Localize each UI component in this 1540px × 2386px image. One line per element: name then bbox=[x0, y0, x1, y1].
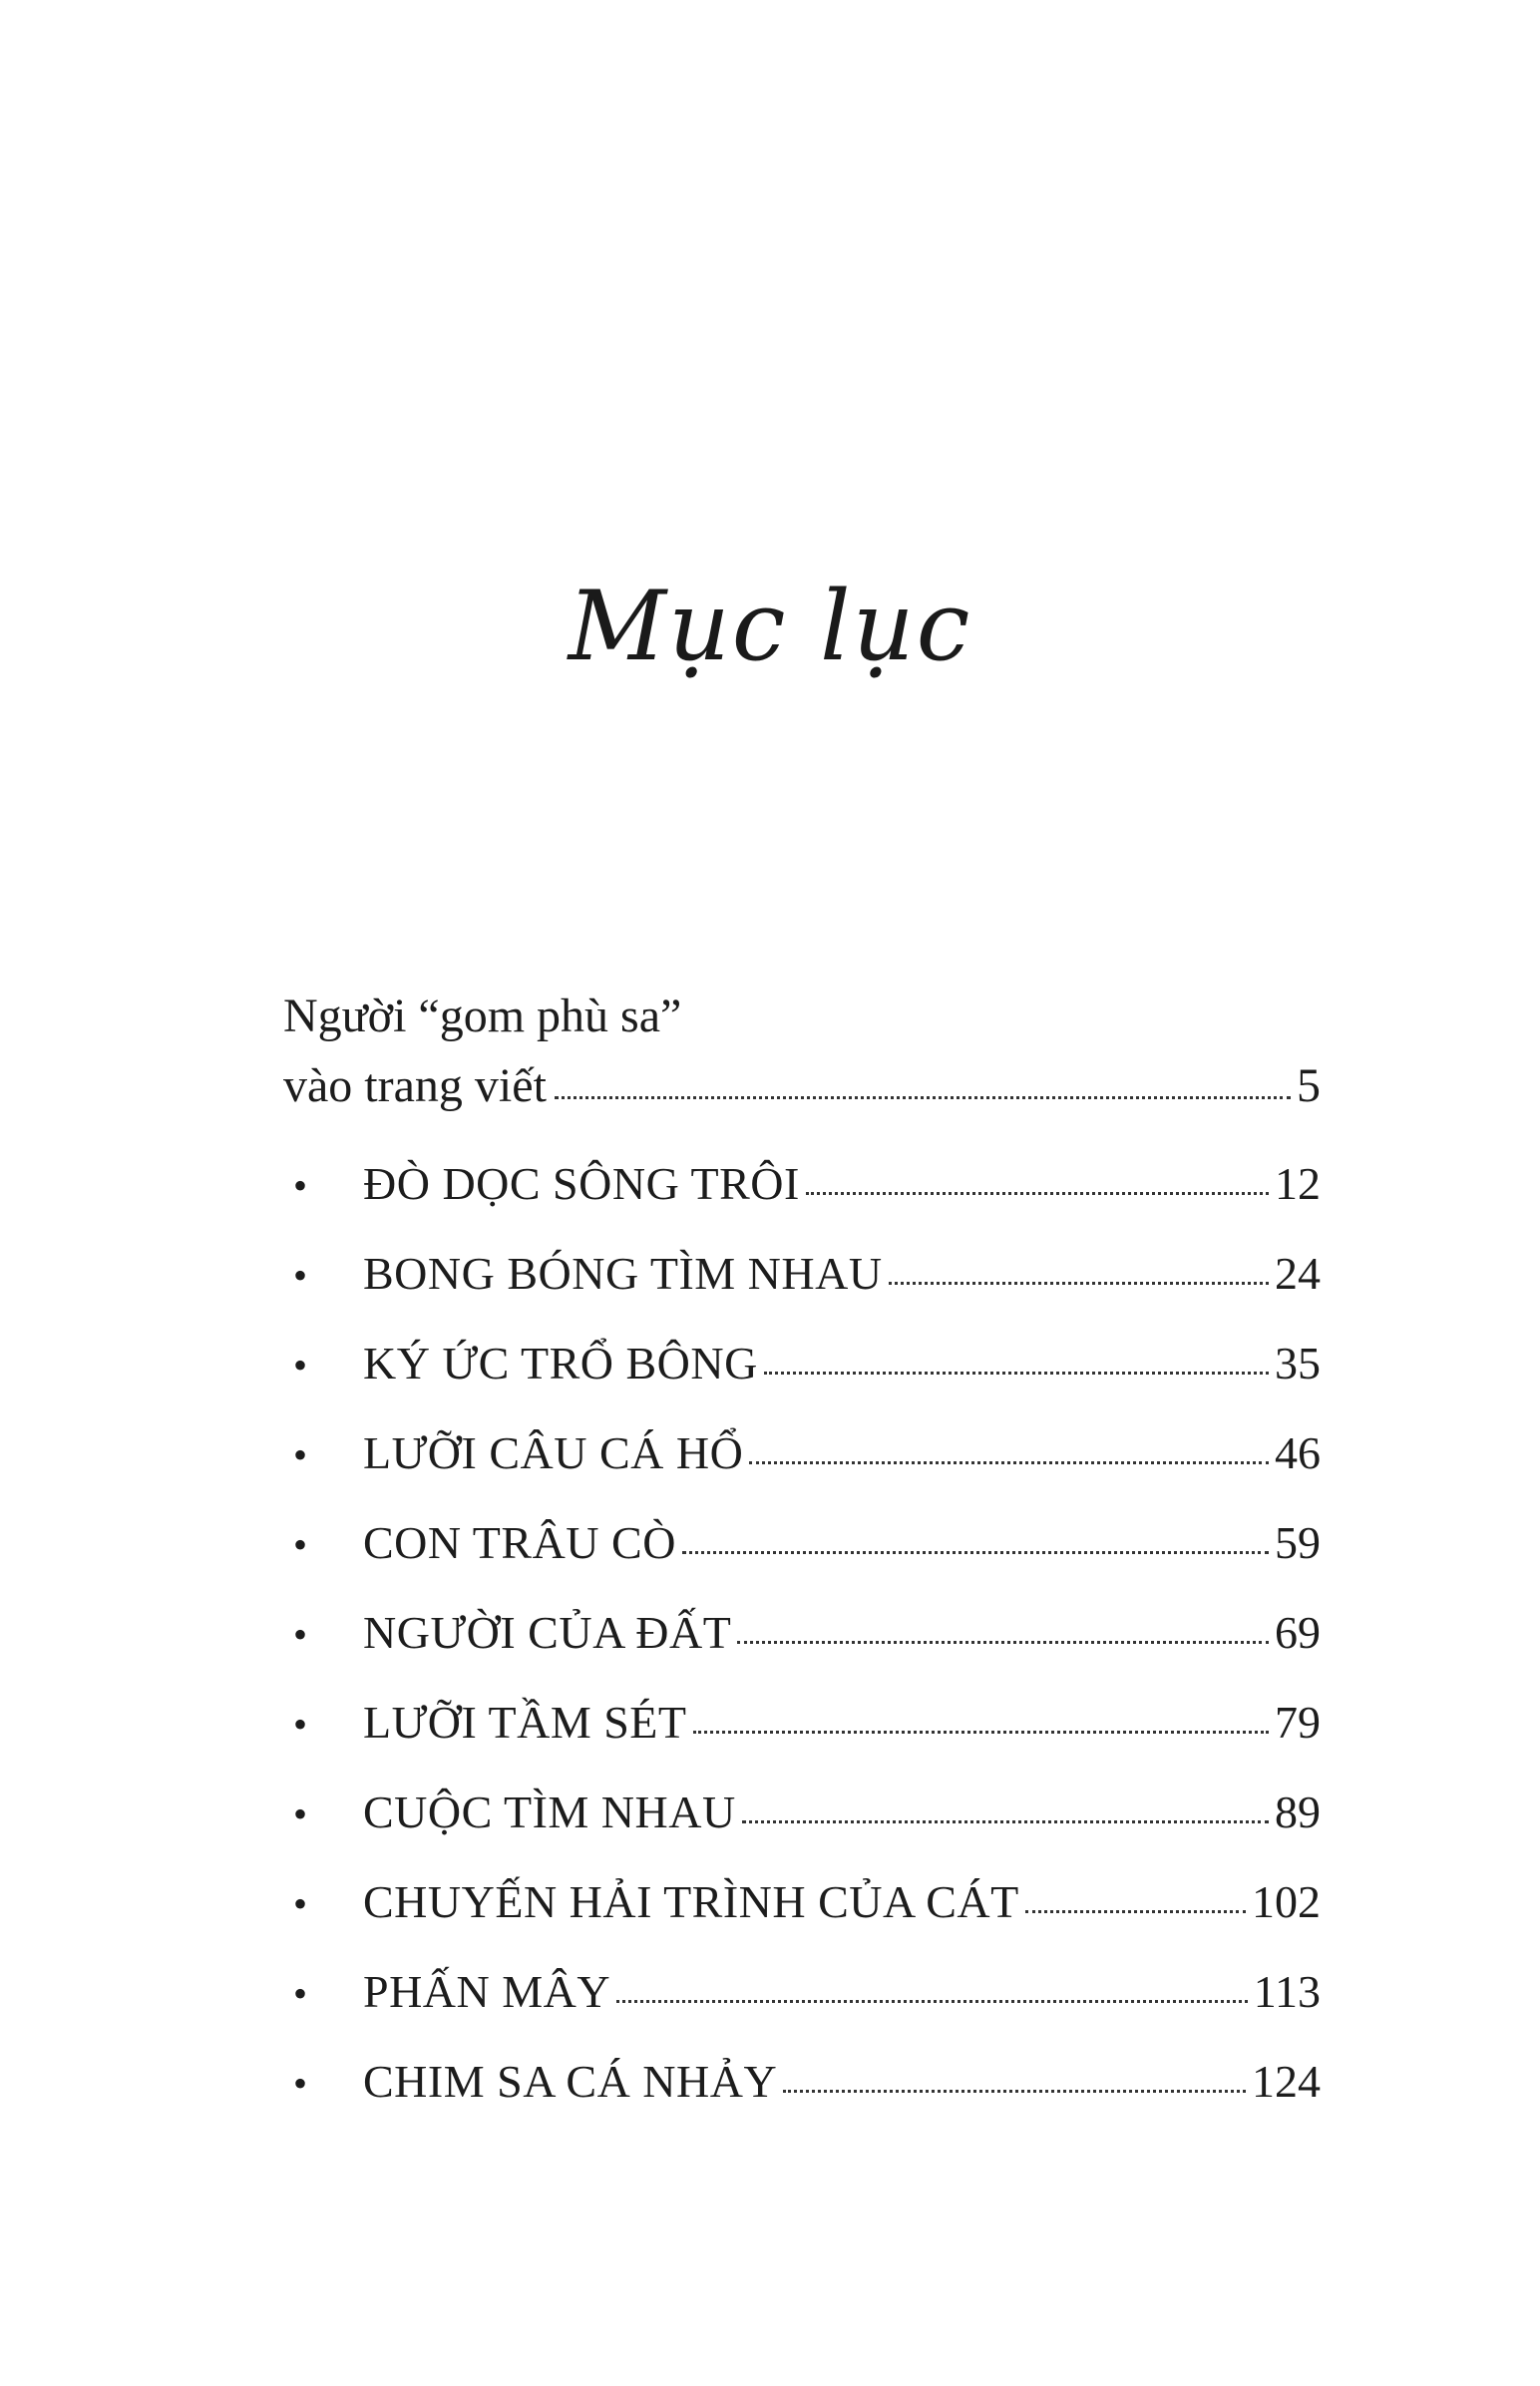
bullet-icon: • bbox=[293, 1971, 308, 2016]
dot-leader bbox=[616, 1999, 1248, 2003]
dot-leader bbox=[889, 1281, 1269, 1285]
bullet-icon: • bbox=[293, 2061, 308, 2106]
bullet-icon: • bbox=[293, 1881, 308, 1926]
toc-entry-title: KÝ ỨC TRỔ BÔNG bbox=[363, 1338, 758, 1389]
toc-entry[interactable] bbox=[283, 1965, 1321, 2055]
table-of-contents bbox=[283, 1157, 1321, 2145]
bullet-icon: • bbox=[293, 1343, 308, 1388]
dot-leader bbox=[1025, 1909, 1246, 1913]
dot-leader bbox=[682, 1550, 1269, 1554]
bullet-icon: • bbox=[293, 1791, 308, 1836]
bullet-icon: • bbox=[293, 1612, 308, 1657]
toc-intro-entry[interactable] bbox=[283, 990, 1321, 1122]
toc-entry-page: 124 bbox=[1252, 2056, 1321, 2107]
toc-entry-title: PHẤN MÂY bbox=[363, 1966, 611, 2017]
toc-entry-page: 59 bbox=[1275, 1517, 1321, 1568]
toc-entry-title: LƯỠI TẦM SÉT bbox=[363, 1697, 687, 1748]
toc-entry[interactable] bbox=[283, 1337, 1321, 1426]
toc-entry-title: CON TRÂU CÒ bbox=[363, 1517, 676, 1568]
page-title: Mục lục bbox=[568, 571, 972, 682]
dot-leader bbox=[693, 1730, 1270, 1734]
intro-title-line-2: vào trang viết bbox=[283, 1059, 547, 1112]
intro-row bbox=[283, 1059, 1321, 1122]
dot-leader bbox=[555, 1095, 1291, 1099]
toc-entry-page: 12 bbox=[1275, 1158, 1321, 1209]
toc-entry-title: LƯỠI CÂU CÁ HỔ bbox=[363, 1427, 744, 1478]
bullet-icon: • bbox=[293, 1163, 308, 1208]
toc-entry[interactable] bbox=[283, 1606, 1321, 1696]
toc-entry-page: 46 bbox=[1275, 1427, 1321, 1478]
toc-entry[interactable] bbox=[283, 1157, 1321, 1247]
toc-entry[interactable] bbox=[283, 1247, 1321, 1337]
toc-entry-title: BONG BÓNG TÌM NHAU bbox=[363, 1248, 883, 1299]
toc-entry[interactable] bbox=[283, 2055, 1321, 2145]
bullet-icon: • bbox=[293, 1702, 308, 1747]
bullet-icon: • bbox=[293, 1432, 308, 1477]
dot-leader bbox=[749, 1460, 1269, 1464]
intro-title-line-1: Người “gom phù sa” bbox=[283, 990, 682, 1042]
dot-leader bbox=[783, 2089, 1246, 2093]
bullet-icon: • bbox=[293, 1253, 308, 1298]
toc-entry[interactable] bbox=[283, 1786, 1321, 1875]
toc-entry-page: 79 bbox=[1275, 1697, 1321, 1748]
toc-entry[interactable] bbox=[283, 1426, 1321, 1516]
dot-leader bbox=[742, 1819, 1269, 1823]
toc-entry-title: CHIM SA CÁ NHẢY bbox=[363, 2056, 778, 2107]
bullet-icon: • bbox=[293, 1522, 308, 1567]
toc-entry-title: ĐÒ DỌC SÔNG TRÔI bbox=[363, 1158, 800, 1209]
toc-entry-page: 113 bbox=[1253, 1966, 1321, 2017]
dot-leader bbox=[806, 1191, 1269, 1195]
toc-entry[interactable] bbox=[283, 1516, 1321, 1606]
toc-entry[interactable] bbox=[283, 1696, 1321, 1786]
toc-entry-page: 102 bbox=[1252, 1876, 1321, 1927]
toc-entry-title: CUỘC TÌM NHAU bbox=[363, 1787, 736, 1837]
dot-leader bbox=[737, 1640, 1269, 1644]
dot-leader bbox=[764, 1371, 1269, 1375]
intro-page-number: 5 bbox=[1297, 1059, 1321, 1112]
toc-entry-title: CHUYẾN HẢI TRÌNH CỦA CÁT bbox=[363, 1876, 1019, 1927]
toc-entry-page: 35 bbox=[1275, 1338, 1321, 1389]
toc-entry-page: 69 bbox=[1275, 1607, 1321, 1658]
toc-entry-title: NGƯỜI CỦA ĐẤT bbox=[363, 1607, 732, 1658]
toc-entry-page: 89 bbox=[1275, 1787, 1321, 1837]
toc-entry[interactable] bbox=[283, 1875, 1321, 1965]
toc-entry-page: 24 bbox=[1275, 1248, 1321, 1299]
